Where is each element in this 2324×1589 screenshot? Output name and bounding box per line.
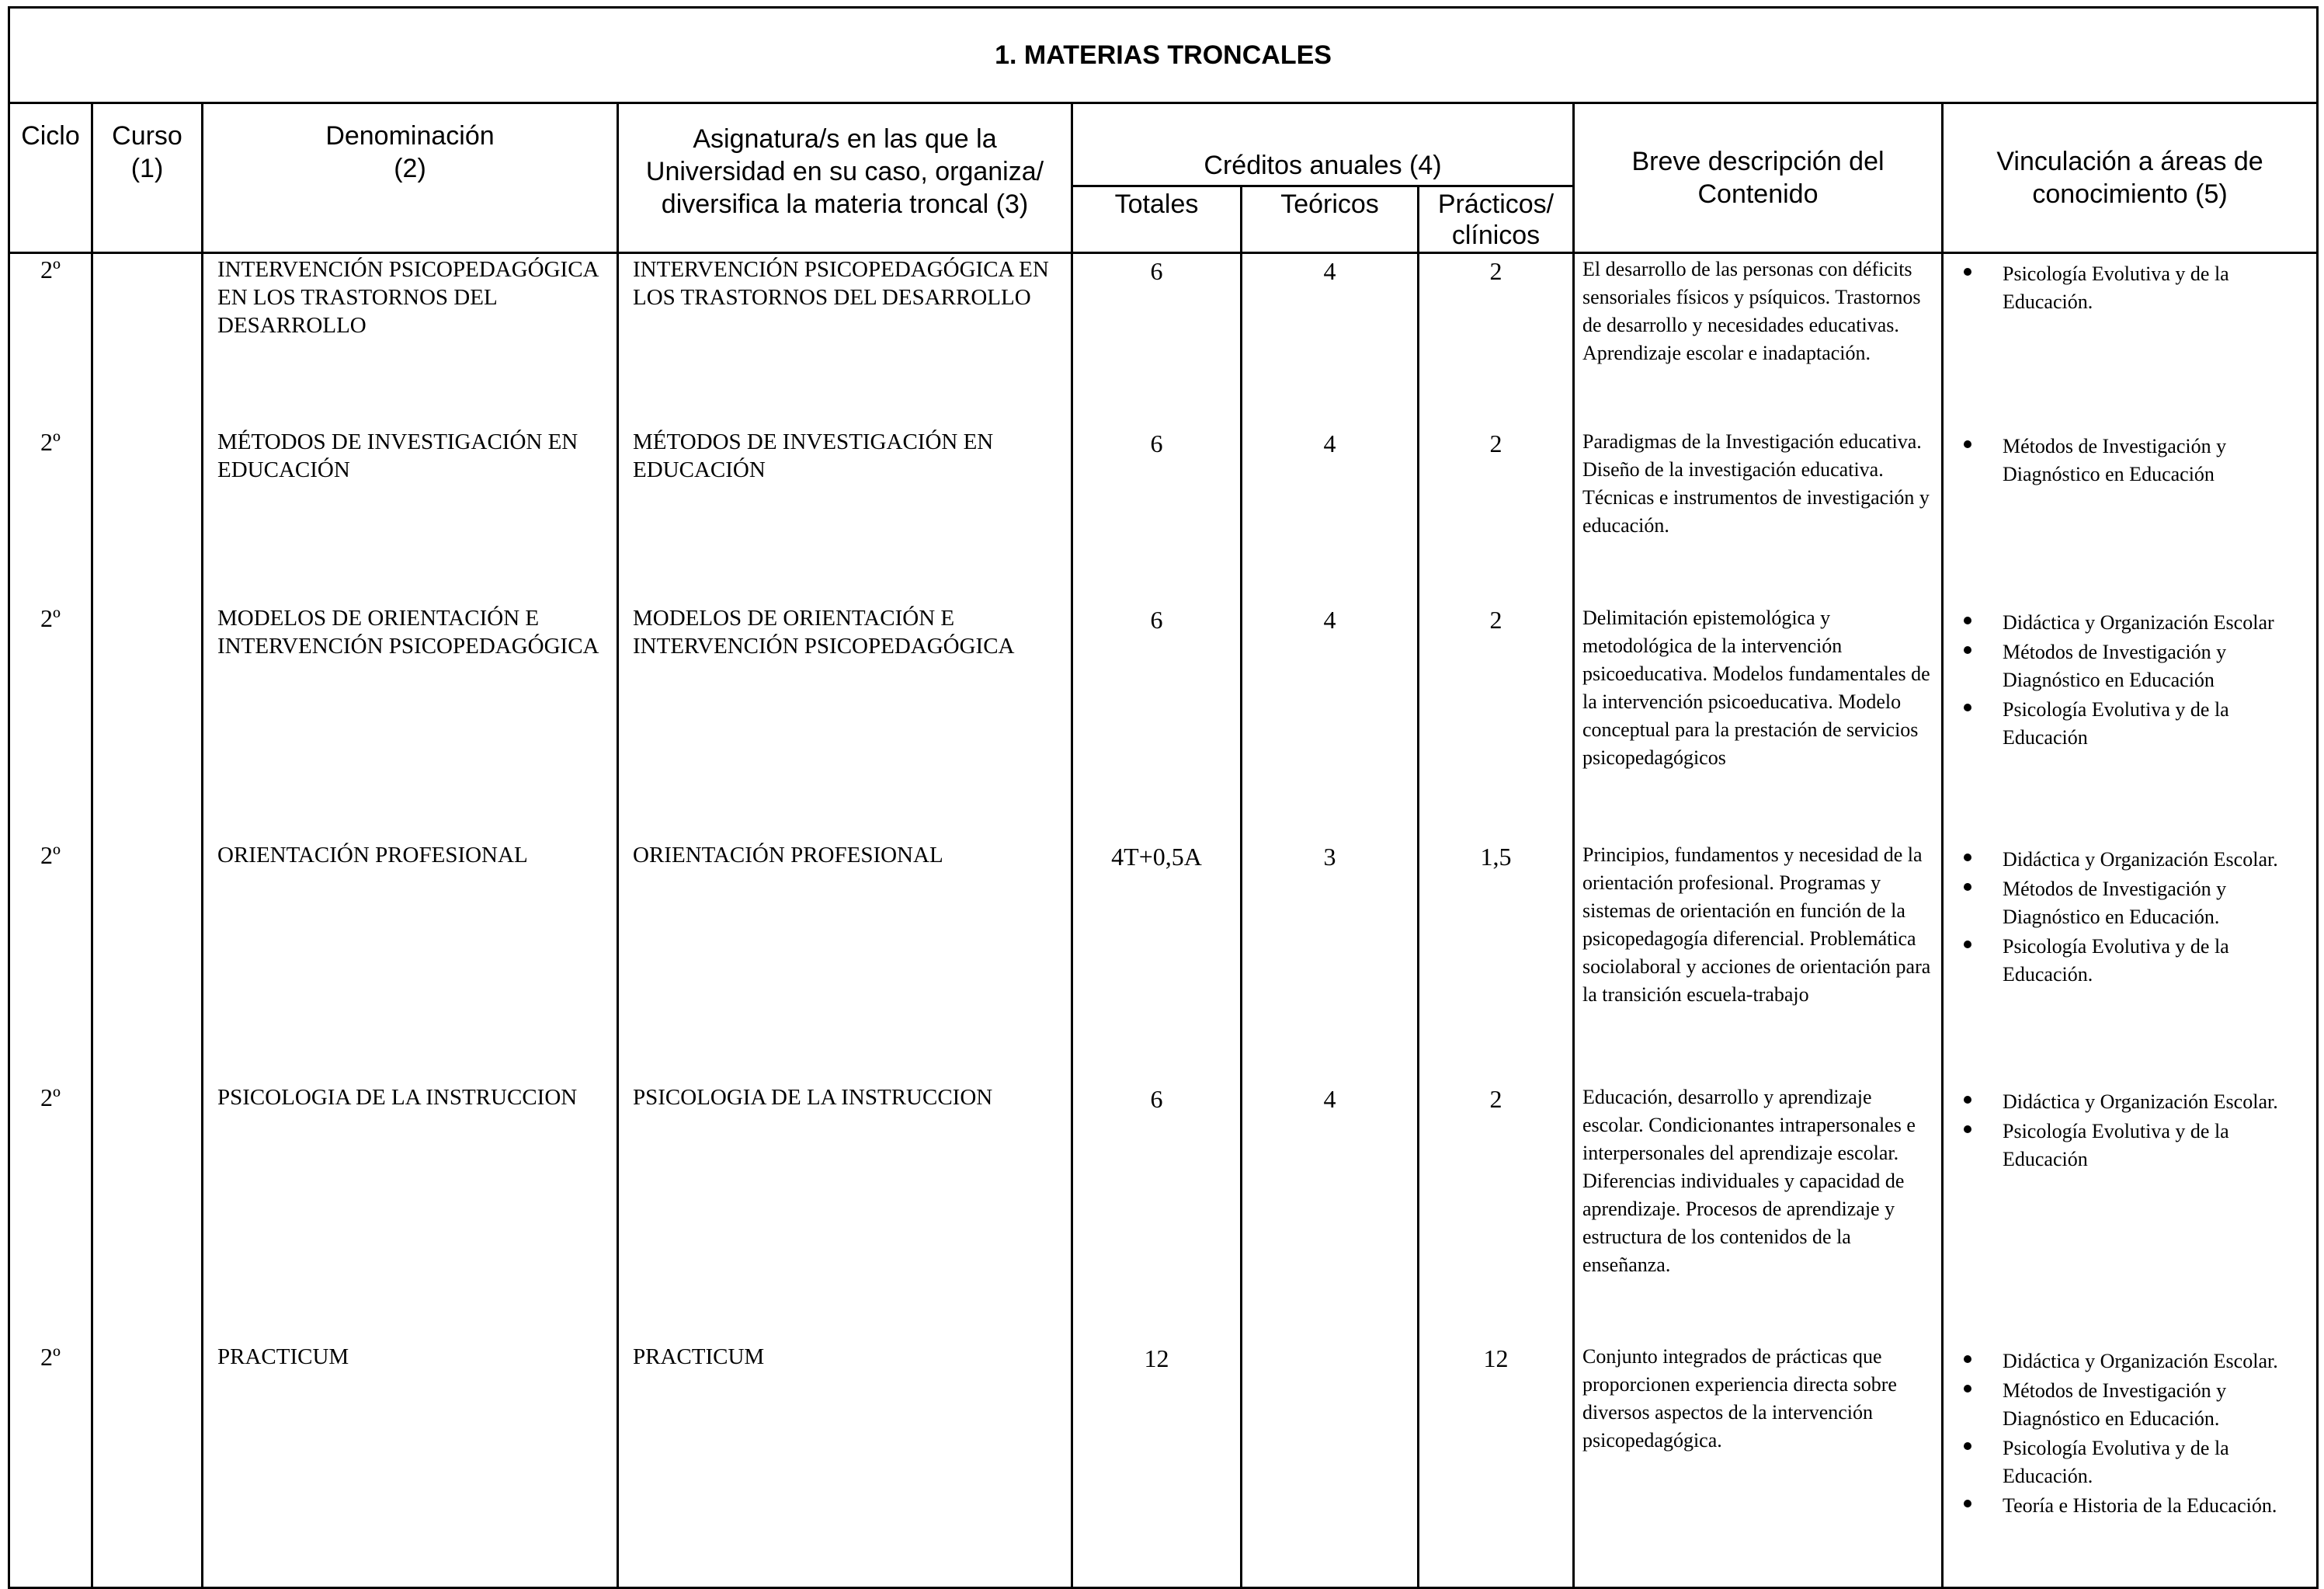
header-teoricos: Teóricos [1242,186,1419,253]
area-item: Didáctica y Organización Escolar [1950,609,2312,637]
cell-practicos: 1,5 [1419,840,1574,1082]
cell-teoricos: 4 [1242,426,1419,603]
area-item: Didáctica y Organización Escolar. [1950,1088,2312,1116]
cell-denominacion: MÉTODOS DE INVESTIGACIÓN EN EDUCACIÓN [203,426,618,603]
cell-teoricos [1242,1341,1419,1588]
cell-curso [92,253,203,426]
cell-areas [1943,1082,2318,1341]
header-denominacion: Denominación (2) [203,103,618,253]
cell-curso [92,426,203,603]
cell-areas [1943,840,2318,1082]
cell-denominacion: PRACTICUM [203,1341,618,1588]
cell-ciclo: 2º [9,426,92,603]
cell-denominacion: MODELOS DE ORIENTACIÓN E INTERVENCIÓN PSICOPEDAGÓGICA [203,603,618,840]
table-row [9,1082,2318,1341]
bullet-icon [1964,1500,1971,1507]
materias-troncales-table [8,6,2319,1589]
bullet-icon [1964,854,1971,861]
area-item: Psicología Evolutiva y de la Educación [1950,696,2312,752]
bullet-icon [1964,883,1971,891]
cell-ciclo: 2º [9,1082,92,1341]
cell-areas [1943,253,2318,426]
table-row [9,426,2318,603]
cell-asignatura: MÉTODOS DE INVESTIGACIÓN EN EDUCACIÓN [618,426,1072,603]
cell-denominacion: PSICOLOGIA DE LA INSTRUCCION [203,1082,618,1341]
cell-descripcion: Educación, desarrollo y aprendizaje escolar. Condicionantes intrapersonales e interpersonales del aprendizaje escolar. Diferencias individuales y capacidad de aprendizaje. Procesos de aprendizaje y estructura de los contenidos de la enseñanza. [1574,1082,1943,1341]
cell-teoricos: 3 [1242,840,1419,1082]
cell-practicos: 2 [1419,426,1574,603]
cell-ciclo: 2º [9,1341,92,1588]
cell-areas [1943,1341,2318,1588]
bullet-icon [1964,440,1971,448]
header-asignatura: Asignatura/s en las que la Universidad en su caso, organiza/ diversifica la materia troncal (3) [618,103,1072,253]
table-title: 1. MATERIAS TRONCALES [9,8,2318,103]
header-practicos: Prácticos/ clínicos [1419,186,1574,253]
cell-denominacion: INTERVENCIÓN PSICOPEDAGÓGICA EN LOS TRASTORNOS DEL DESARROLLO [203,253,618,426]
cell-descripcion: Delimitación epistemológica y metodológica de la intervención psicoeducativa. Modelos fundamentales de la intervención psicoeducativa. Modelo conceptual para la prestación de servicios psicopedagógicos [1574,603,1943,840]
cell-descripcion: El desarrollo de las personas con déficits sensoriales físicos y psíquicos. Trastornos de desarrollo y necesidades educativas. Aprendizaje escolar e inadaptación. [1574,253,1943,426]
header-totales: Totales [1072,186,1242,253]
cell-asignatura: MODELOS DE ORIENTACIÓN E INTERVENCIÓN PSICOPEDAGÓGICA [618,603,1072,840]
cell-teoricos: 4 [1242,603,1419,840]
area-item: Métodos de Investigación y Diagnóstico en Educación [1950,433,2312,489]
cell-totales: 4T+0,5A [1072,840,1242,1082]
cell-descripcion: Conjunto integrados de prácticas que proporcionen experiencia directa sobre diversos aspectos de la intervención psicopedagógica. [1574,1341,1943,1588]
cell-asignatura: PSICOLOGIA DE LA INSTRUCCION [618,1082,1072,1341]
header-creditos: Créditos anuales (4) [1072,103,1574,186]
area-item: Didáctica y Organización Escolar. [1950,1347,2312,1375]
bullet-icon [1964,941,1971,948]
bullet-icon [1964,1125,1971,1133]
area-item: Psicología Evolutiva y de la Educación. [1950,1434,2312,1490]
cell-practicos: 2 [1419,1082,1574,1341]
area-item: Métodos de Investigación y Diagnóstico en Educación [1950,638,2312,694]
bullet-icon [1964,646,1971,654]
document-page [8,6,2316,1577]
cell-totales: 6 [1072,603,1242,840]
bullet-icon [1964,617,1971,624]
cell-ciclo: 2º [9,840,92,1082]
cell-practicos: 2 [1419,253,1574,426]
table-row [9,603,2318,840]
header-ciclo: Ciclo [9,103,92,253]
area-item: Teoría e Historia de la Educación. [1950,1492,2312,1520]
table-row [9,253,2318,426]
area-item: Psicología Evolutiva y de la Educación. [1950,933,2312,989]
cell-descripcion: Paradigmas de la Investigación educativa. Diseño de la investigación educativa. Técnicas e instrumentos de investigación y educación. [1574,426,1943,603]
cell-areas [1943,603,2318,840]
bullet-icon [1964,1096,1971,1104]
area-item: Psicología Evolutiva y de la Educación [1950,1118,2312,1173]
cell-asignatura: PRACTICUM [618,1341,1072,1588]
cell-ciclo: 2º [9,253,92,426]
cell-totales: 6 [1072,426,1242,603]
bullet-icon [1964,1442,1971,1450]
cell-descripcion: Principios, fundamentos y necesidad de la orientación profesional. Programas y sistemas de orientación en función de la psicopedagogía diferencial. Problemática sociolaboral y acciones de orientación para la transición escuela-trabajo [1574,840,1943,1082]
cell-curso [92,840,203,1082]
cell-totales: 12 [1072,1341,1242,1588]
cell-totales: 6 [1072,253,1242,426]
cell-asignatura: ORIENTACIÓN PROFESIONAL [618,840,1072,1082]
header-descripcion: Breve descripción del Contenido [1574,103,1943,253]
cell-curso [92,1341,203,1588]
cell-ciclo: 2º [9,603,92,840]
bullet-icon [1964,1355,1971,1363]
cell-practicos: 2 [1419,603,1574,840]
area-item: Psicología Evolutiva y de la Educación. [1950,260,2312,316]
cell-totales: 6 [1072,1082,1242,1341]
area-item: Métodos de Investigación y Diagnóstico en Educación. [1950,875,2312,931]
header-vinculacion: Vinculación a áreas de conocimiento (5) [1943,103,2318,253]
bullet-icon [1964,268,1971,276]
cell-curso [92,603,203,840]
bullet-icon [1964,704,1971,711]
header-curso: Curso (1) [92,103,203,253]
cell-denominacion: ORIENTACIÓN PROFESIONAL [203,840,618,1082]
area-item: Didáctica y Organización Escolar. [1950,846,2312,874]
cell-curso [92,1082,203,1341]
cell-teoricos: 4 [1242,253,1419,426]
cell-areas [1943,426,2318,603]
cell-practicos: 12 [1419,1341,1574,1588]
area-item: Métodos de Investigación y Diagnóstico en Educación. [1950,1377,2312,1433]
bullet-icon [1964,1385,1971,1393]
table-row [9,1341,2318,1588]
cell-teoricos: 4 [1242,1082,1419,1341]
table-row [9,840,2318,1082]
cell-asignatura: INTERVENCIÓN PSICOPEDAGÓGICA EN LOS TRASTORNOS DEL DESARROLLO [618,253,1072,426]
